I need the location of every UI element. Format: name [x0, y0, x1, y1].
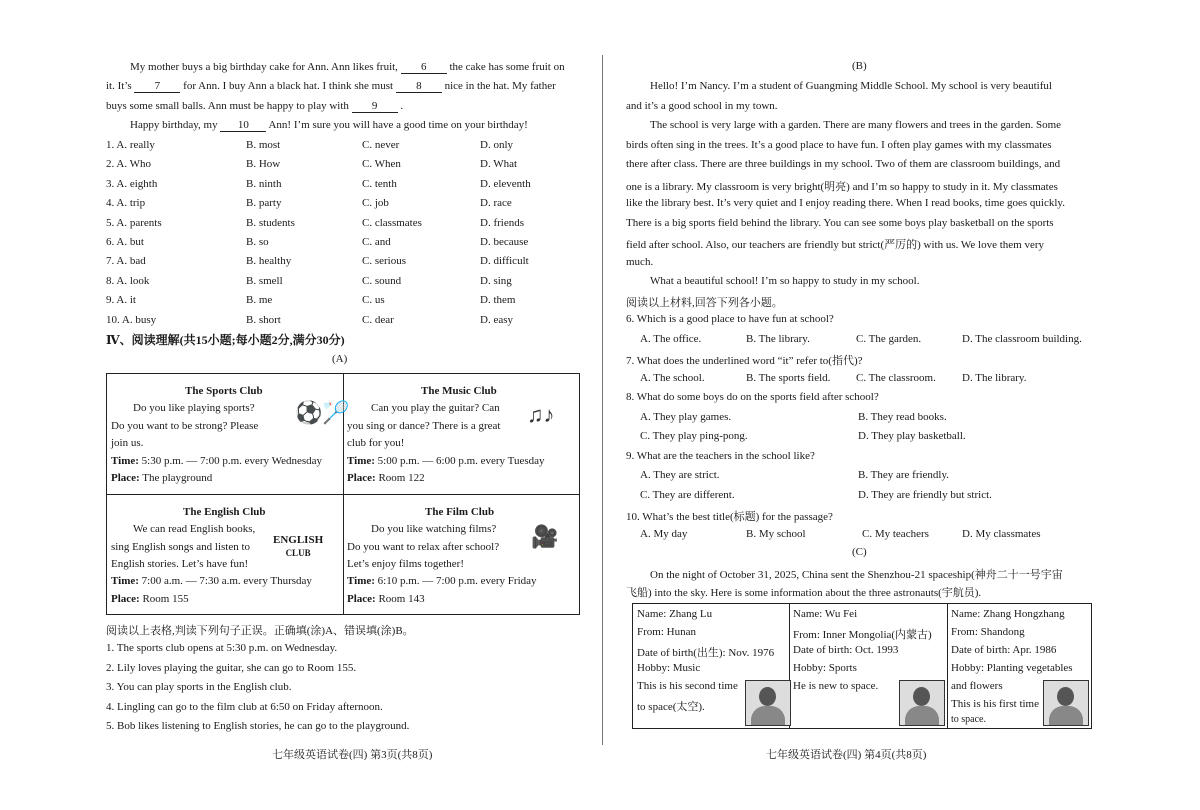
club-text: club for you! — [347, 437, 405, 449]
cloze-option: 3. A. eighth — [106, 177, 158, 190]
astronaut-note: to space. — [951, 714, 986, 725]
passage-line: What a beautiful school! I’m so happy to study in my school. — [650, 275, 920, 287]
english-club-title: The English Club — [183, 506, 266, 518]
answer-option: B. The library. — [746, 332, 810, 345]
astronaut-hobby: Hobby: Music — [637, 662, 701, 674]
film-camera-icon: 🎥 — [531, 524, 559, 549]
cloze-option: 5. A. parents — [106, 216, 162, 229]
astronaut-photo — [1043, 680, 1089, 726]
section-4-heading: Ⅳ、阅读理解(共15小题;每小题2分,满分30分) — [106, 333, 345, 347]
club-text: sing English songs and listen to — [111, 541, 251, 553]
club-time: Time: 5:30 p.m. — 7:00 p.m. every Wednesday — [111, 455, 323, 467]
sports-balls-icon: ⚽🏸 — [295, 400, 350, 425]
club-place: Place: Room 122 — [347, 472, 425, 484]
astronauts-table — [632, 603, 1092, 729]
true-false-item: 1. The sports club opens at 5:30 p.m. on Wednesday. — [106, 642, 338, 654]
astronaut-note: He is new to space. — [793, 680, 879, 692]
passage-c-intro-2: 飞船) into the sky. Here is some information about the three astronauts(宇航员). — [626, 587, 982, 599]
answer-option: D. My classmates — [962, 527, 1041, 540]
cloze-option: C. dear — [362, 313, 394, 326]
part-c-label: (C) — [852, 546, 867, 558]
club-text: We can read English books, — [133, 523, 256, 535]
music-instruments-icon: ♫♪ — [527, 402, 555, 427]
cloze-option: C. When — [362, 158, 401, 171]
passage-line: one is a library. My classroom is very bright(明亮) and I’m so happy to study in it. My classmates — [626, 180, 1058, 193]
club-text: Do you want to be strong? Please — [111, 420, 259, 432]
true-false-item: 4. Lingling can go to the film club at 6:50 on Friday afternoon. — [106, 700, 383, 713]
music-club-title: The Music Club — [421, 385, 497, 397]
cloze-option: C. job — [362, 197, 389, 210]
club-time: Time: 7:00 a.m. — 7:30 a.m. every Thursday — [111, 575, 312, 587]
club-text: Do you want to relax after school? — [347, 541, 500, 553]
film-club-title: The Film Club — [425, 506, 495, 518]
astronaut-from: From: Shandong — [951, 626, 1025, 638]
cloze-line-3: buys some small balls. Ann must be happy to play with 9 . — [106, 100, 404, 112]
cloze-option: D. only — [480, 139, 513, 151]
cloze-option: 7. A. bad — [106, 255, 146, 268]
clubs-table — [106, 373, 580, 615]
cloze-option: D. What — [480, 158, 518, 171]
passage-line: The school is very large with a garden. There are many flowers and trees in the garden. Some — [650, 119, 1062, 131]
true-false-item: 2. Lily loves playing the guitar, she can go to Room 155. — [106, 661, 357, 674]
cloze-option: D. race — [480, 197, 512, 210]
cloze-option: 9. A. it — [106, 294, 136, 307]
club-text: Can you play the guitar? Can — [371, 402, 500, 414]
cloze-option: B. students — [246, 216, 295, 229]
club-place: Place: The playground — [111, 472, 213, 484]
cloze-option: 2. A. Who — [106, 158, 152, 171]
club-text: Do you like watching films? — [371, 523, 497, 535]
question: 8. What do some boys do on the sports field after school? — [626, 391, 879, 403]
cloze-option: D. eleventh — [480, 177, 531, 190]
astronaut-from: From: Hunan — [637, 626, 696, 638]
cloze-option: 8. A. look — [106, 274, 150, 287]
cloze-option: D. friends — [480, 216, 524, 229]
answer-option: D. The library. — [962, 371, 1027, 384]
answer-option: C. My teachers — [862, 527, 929, 540]
cloze-option: 1. A. really — [106, 139, 155, 151]
cloze-option: C. serious — [362, 255, 406, 268]
cloze-option: B. short — [246, 313, 281, 326]
passage-line: Hello! I’m Nancy. I’m a student of Guangming Middle School. My school is very beautiful — [650, 80, 1052, 92]
answer-option: A. My day — [640, 527, 688, 540]
blank-7: 7 — [134, 80, 180, 93]
club-text: join us. — [111, 437, 144, 449]
cloze-option: C. us — [362, 294, 385, 307]
club-place: Place: Room 155 — [111, 593, 189, 605]
answer-option: B. The sports field. — [746, 371, 831, 384]
cloze-option: B. most — [246, 139, 281, 151]
astronaut-note: This is his second time — [637, 680, 738, 692]
passage-line: and it’s a good school in my town. — [626, 99, 778, 112]
answer-option: D. The classroom building. — [962, 332, 1082, 345]
club-time: Time: 5:00 p.m. — 6:00 p.m. every Tuesday — [347, 455, 545, 467]
answer-option: A. The school. — [640, 371, 705, 384]
answer-option: C. They are different. — [640, 488, 735, 501]
cloze-option: B. How — [246, 158, 281, 171]
cloze-option: C. never — [362, 139, 400, 151]
cloze-option: D. sing — [480, 274, 512, 287]
question: 6. Which is a good place to have fun at school? — [626, 313, 834, 325]
answer-option: D. They are friendly but strict. — [858, 488, 992, 501]
astronaut-photo — [899, 680, 945, 726]
club-place: Place: Room 143 — [347, 593, 425, 605]
cloze-line-1: My mother buys a big birthday cake for Ann. Ann likes fruit, 6 the cake has some fruit on — [130, 61, 565, 73]
passage-line: There is a big sports field behind the library. You can see some boys play basketball on the sports — [626, 216, 1054, 229]
astronaut-photo — [745, 680, 791, 726]
cloze-option: 4. A. trip — [106, 197, 146, 210]
answer-option: A. They play games. — [640, 410, 732, 423]
astronaut-note: This is his first time — [951, 698, 1039, 710]
astronaut-hobby: Hobby: Sports — [793, 662, 857, 674]
question: 10. What’s the best title(标题) for the passage? — [626, 511, 833, 523]
astronaut-name: Name: Zhang Lu — [637, 608, 713, 620]
cloze-option: D. easy — [480, 313, 513, 326]
passage-line: field after school. Also, our teachers are friendly but strict(严厉的) with us. We love them very — [626, 239, 1045, 251]
true-false-item: 5. Bob likes listening to English stories, he can go to the playground. — [106, 720, 410, 732]
cloze-option: B. ninth — [246, 177, 282, 190]
astronaut-dob: Date of birth(出生): Nov. 1976 — [637, 647, 775, 659]
part-a-label: (A) — [332, 353, 348, 365]
cloze-option: D. difficult — [480, 255, 529, 268]
club-text: English stories. Let’s have fun! — [111, 558, 249, 570]
answer-option: B. They are friendly. — [858, 469, 950, 481]
left-page-footer: 七年级英语试卷(四) 第3页(共8页) — [272, 749, 433, 761]
astronaut-dob: Date of birth: Apr. 1986 — [951, 644, 1057, 656]
cloze-option: B. me — [246, 294, 273, 307]
cloze-option: B. smell — [246, 274, 283, 287]
answer-option: C. The classroom. — [856, 371, 936, 384]
club-text: Let’s enjoy films together! — [347, 558, 464, 570]
right-page-footer: 七年级英语试卷(四) 第4页(共8页) — [766, 749, 927, 761]
astronaut-name: Name: Wu Fei — [793, 608, 858, 620]
table-divider — [107, 494, 579, 495]
passage-b-instruction: 阅读以上材料,回答下列各小题。 — [626, 297, 783, 309]
blank-6: 6 — [401, 61, 447, 74]
cloze-option: 6. A. but — [106, 236, 144, 248]
answer-option: C. They play ping-pong. — [640, 430, 748, 442]
answer-option: B. My school — [746, 527, 806, 540]
answer-option: C. The garden. — [856, 332, 922, 345]
astronaut-hobby: Hobby: Planting vegetables — [951, 662, 1073, 674]
club-text: Do you like playing sports? — [133, 402, 255, 414]
true-false-instruction: 阅读以上表格,判读下列句子正误。正确填(涂)A、错误填(涂)B。 — [106, 625, 414, 637]
passage-line: birds often sing in the trees. It’s a good place to have fun. I often play games with my classmates — [626, 138, 1052, 151]
cloze-line-2: it. It’s 7 for Ann. I buy Ann a black hat. I think she must 8 nice in the hat. My father — [106, 80, 556, 92]
true-false-item: 3. You can play sports in the English club. — [106, 681, 292, 693]
astronaut-dob: Date of birth: Oct. 1993 — [793, 644, 899, 656]
question: 9. What are the teachers in the school like? — [626, 449, 815, 462]
cloze-option: B. so — [246, 236, 269, 248]
cloze-option: D. because — [480, 236, 529, 248]
blank-10: 10 — [220, 119, 266, 132]
page-divider — [602, 55, 603, 745]
cloze-option: B. party — [246, 197, 282, 210]
cloze-line-4: Happy birthday, my 10 Ann! I’m sure you will have a good time on your birthday! — [130, 119, 528, 131]
answer-option: B. They read books. — [858, 410, 947, 423]
sports-club-title: The Sports Club — [185, 385, 263, 397]
astronaut-from: From: Inner Mongolia(内蒙古) — [793, 629, 932, 641]
table-divider — [947, 604, 948, 728]
answer-option: D. They play basketball. — [858, 430, 966, 442]
astronaut-hobby: and flowers — [951, 680, 1003, 692]
blank-8: 8 — [396, 80, 442, 93]
passage-line: there after class. There are three buildings in my school. Two of them are classroom buildings, and — [626, 158, 1061, 170]
astronaut-note: to space(太空). — [637, 701, 705, 713]
cloze-option: D. them — [480, 294, 516, 307]
cloze-option: C. tenth — [362, 177, 397, 190]
cloze-option: C. and — [362, 236, 391, 248]
cloze-option: C. sound — [362, 274, 402, 287]
passage-line: like the library best. It’s very quiet and I enjoy reading there. When I read books, time goes quickly. — [626, 197, 1065, 209]
answer-option: A. The office. — [640, 332, 702, 345]
part-b-label: (B) — [852, 60, 867, 72]
cloze-option: C. classmates — [362, 216, 422, 229]
answer-option: A. They are strict. — [640, 469, 720, 481]
cloze-option: 10. A. busy — [106, 313, 157, 326]
passage-line: much. — [626, 255, 654, 268]
english-club-logo: ENGLISH CLUB — [273, 534, 324, 558]
passage-c-intro-1: On the night of October 31, 2025, China sent the Shenzhou-21 spaceship(神舟二十一号宇宙 — [650, 569, 1063, 581]
club-text: you sing or dance? There is a great — [347, 420, 501, 432]
astronaut-name: Name: Zhang Hongzhang — [951, 608, 1065, 620]
cloze-option: B. healthy — [246, 255, 292, 268]
question: 7. What does the underlined word “it” refer to(指代)? — [626, 355, 863, 367]
blank-9: 9 — [352, 100, 398, 113]
club-time: Time: 6:10 p.m. — 7:00 p.m. every Friday — [347, 575, 537, 587]
